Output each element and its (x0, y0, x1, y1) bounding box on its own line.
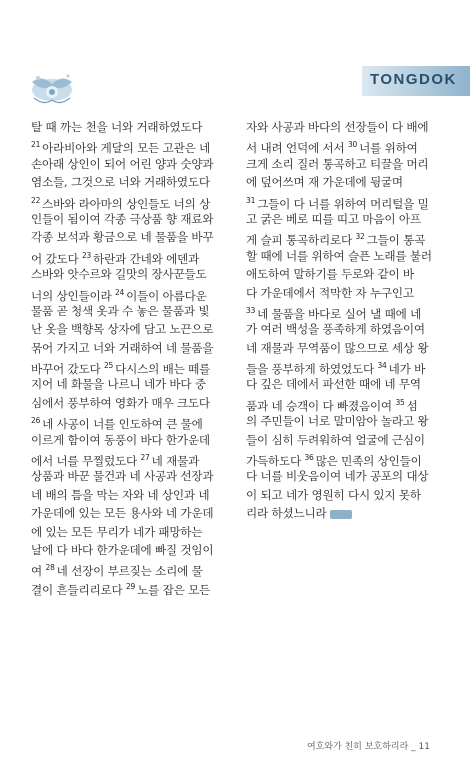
verse-text: 섬 (406, 398, 418, 413)
brand-label: TONGDOK (370, 71, 457, 88)
verse-text: 할 때에 너를 위하여 슬픈 노래를 불러 (246, 248, 432, 263)
text-line (31, 559, 236, 577)
verse-number: 27 (140, 453, 150, 463)
text-line (31, 357, 236, 375)
verse-text: 가 여러 백성을 풍족하게 하였음이여 (246, 322, 425, 337)
text-line (31, 173, 236, 191)
text-line (31, 339, 236, 357)
verse-text: 난 옷을 백향목 상자에 담고 노끈으로 (31, 322, 214, 337)
text-line (246, 284, 451, 302)
verse-text: 각종 보석과 황금으로 네 물품을 바꾸 (31, 230, 214, 245)
text-line (246, 431, 451, 449)
verse-text: 네 배의 틈을 막는 자와 네 상인과 네 (31, 487, 210, 502)
verse-text: 그들이 통곡 (366, 233, 426, 247)
text-line (246, 136, 451, 154)
verse-number: 33 (246, 305, 256, 315)
text-line (31, 394, 236, 412)
verse-text: 다 가운데에서 적막한 자 누구인고 (246, 285, 414, 300)
text-line (246, 394, 451, 412)
verse-text: 너의 상인들이라 (31, 288, 115, 302)
verse-text: 품과 네 승객이 다 빠졌음이여 (246, 398, 396, 413)
text-line (246, 320, 451, 338)
verse-text: 자와 사공과 바다의 선장들이 다 배에 (246, 120, 429, 134)
verse-text: 이르게 함이여 동풍이 바다 한가운데 (31, 432, 210, 447)
verse-text: 이들이 아름다운 (126, 288, 207, 302)
verse-text: 다 너를 비웃음이여 네가 공포의 대상 (246, 469, 429, 484)
text-line (246, 412, 451, 430)
text-line (246, 210, 451, 228)
verse-text: 바꾸어 갔도다 (31, 362, 104, 376)
verse-text: 리라 하셨느니라 (246, 506, 327, 521)
text-line (31, 136, 236, 154)
verse-text: 노를 잡은 모든 (137, 582, 211, 597)
verse-number: 32 (355, 232, 365, 242)
verse-text: 많은 민족의 상인들이 (315, 454, 422, 468)
text-line (31, 284, 236, 302)
verse-text: 에서 너를 무찔렀도다 (31, 454, 141, 468)
text-line (31, 412, 236, 430)
text-line (31, 247, 236, 265)
verse-text: 네 재물과 무역품이 많으므로 세상 왕 (246, 340, 429, 355)
text-line (31, 467, 236, 485)
text-line (246, 486, 451, 504)
verse-number: 24 (114, 287, 125, 297)
verse-text: 가운데에 있는 모든 용사와 네 가운데 (31, 506, 214, 521)
verse-text: 크게 소리 질러 통곡하고 티끌을 머리 (246, 156, 429, 171)
verse-text: 여 (31, 564, 46, 578)
verse-text: 애도하여 말하기를 두로와 같이 바 (246, 267, 414, 282)
verse-text: 손아래 상인이 되어 어린 양과 숫양과 (31, 156, 214, 171)
right-column (246, 118, 451, 523)
text-line (31, 210, 236, 228)
page-header (0, 0, 470, 112)
verse-number: 34 (377, 361, 387, 371)
text-line (31, 118, 236, 136)
verse-text: 인들이 됨이여 각종 극상품 향 재료와 (31, 211, 214, 226)
text-line (246, 467, 451, 485)
text-line (246, 228, 451, 246)
text-line (31, 192, 236, 210)
verse-text: 네가 바 (388, 362, 426, 376)
text-line (31, 523, 236, 541)
text-line (31, 449, 236, 467)
verse-number: 30 (347, 140, 358, 150)
text-line (246, 375, 451, 393)
text-line (31, 320, 236, 338)
verse-text: 네 사공이 너를 인도하여 큰 물에 (42, 417, 203, 431)
text-line (246, 192, 451, 210)
text-line (246, 357, 451, 375)
verse-number: 22 (31, 195, 41, 205)
verse-number: 31 (246, 195, 256, 205)
text-line (31, 375, 236, 393)
text-line (246, 118, 451, 136)
verse-text: 지어 네 화물을 나르니 네가 바다 중 (31, 377, 206, 392)
verse-text: 탈 때 까는 천을 너와 거래하였도다 (31, 120, 203, 134)
verse-number: 29 (125, 581, 136, 591)
verse-text: 이 되고 네가 영원히 다시 있지 못하 (246, 487, 421, 502)
verse-text: 게 슬피 통곡하리로다 (246, 233, 356, 247)
verse-text: 스바와 앗수르와 길맛의 장사꾼들도 (31, 267, 207, 282)
verse-text: 묶어 가지고 너와 거래하여 네 물품을 (31, 340, 214, 355)
verse-text: 다시스의 배는 떼를 (115, 362, 211, 376)
verse-text: 아라비아와 게달의 모든 고관은 네 (42, 141, 211, 155)
floral-ornament-icon (26, 70, 78, 108)
verse-text: 네 선장이 부르짖는 소리에 물 (56, 564, 203, 578)
verse-number: 26 (31, 416, 41, 426)
text-line (246, 302, 451, 320)
verse-text: 상품과 바꾼 물건과 네 사공과 선장과 (31, 469, 214, 484)
verse-number: 35 (395, 397, 405, 407)
section-banner (362, 66, 470, 96)
text-line (31, 302, 236, 320)
text-line (246, 247, 451, 265)
verse-text: 염소들, 그것으로 너와 거래하였도다 (31, 175, 210, 190)
text-line (246, 449, 451, 467)
verse-number: 36 (304, 453, 314, 463)
text-line (31, 265, 236, 283)
verse-text: 다 깊은 데에서 파선한 때에 네 무역 (246, 377, 421, 392)
verse-text: 스바와 라아마의 상인들도 너의 상 (42, 196, 211, 210)
verse-text: 어 갔도다 (31, 251, 82, 266)
verse-number: 23 (81, 250, 92, 260)
verse-text: 네 재물과 (151, 454, 200, 468)
verse-text: 하란과 간네와 에덴과 (93, 251, 200, 266)
verse-text: 에 있는 모든 무리가 네가 패망하는 (31, 524, 203, 539)
text-line (246, 173, 451, 191)
end-of-passage-icon (330, 510, 352, 519)
verse-number: 28 (45, 563, 55, 573)
text-line (31, 228, 236, 246)
text-line (246, 155, 451, 173)
verse-text: 들이 심히 두려워하여 얼굴에 근심이 (246, 432, 425, 447)
text-line (246, 265, 451, 283)
text-line (31, 578, 236, 596)
text-line (31, 431, 236, 449)
verse-text: 날에 다 바다 한가운데에 빠질 것임이 (31, 542, 214, 557)
verse-text: 서 내려 언덕에 서서 (246, 141, 348, 155)
verse-number: 25 (103, 361, 114, 371)
verse-text: 물품 곧 청색 옷과 수 놓은 물품과 빛 (31, 303, 210, 318)
verse-text: 결이 흔들리리로다 (31, 582, 126, 597)
text-line (31, 504, 236, 522)
text-line (31, 155, 236, 173)
text-line (31, 486, 236, 504)
text-line (246, 339, 451, 357)
left-column (31, 118, 236, 596)
verse-text: 에 덮어쓰며 재 가운데에 뒹굴며 (246, 175, 403, 190)
verse-text: 네 물품을 바다로 실어 낼 때에 네 (257, 306, 422, 321)
verse-text: 의 주민들이 너로 말미암아 놀라고 왕 (246, 414, 429, 429)
verse-number: 21 (31, 140, 41, 150)
verse-text: 심에서 풍부하여 영화가 매우 크도다 (31, 395, 210, 410)
text-line (31, 541, 236, 559)
verse-text: 그들이 다 너를 위하여 머리털을 밀 (257, 196, 429, 210)
verse-text: 가득하도다 (246, 454, 305, 468)
verse-text: 들을 풍부하게 하였었도다 (246, 362, 378, 376)
page-footer: 여호와가 친히 보호하리라 _ 11 (306, 742, 430, 752)
text-line (246, 504, 451, 522)
verse-text: 너를 위하여 (359, 141, 418, 155)
verse-text: 고 굵은 베로 띠를 띠고 마음이 아프 (246, 211, 421, 226)
